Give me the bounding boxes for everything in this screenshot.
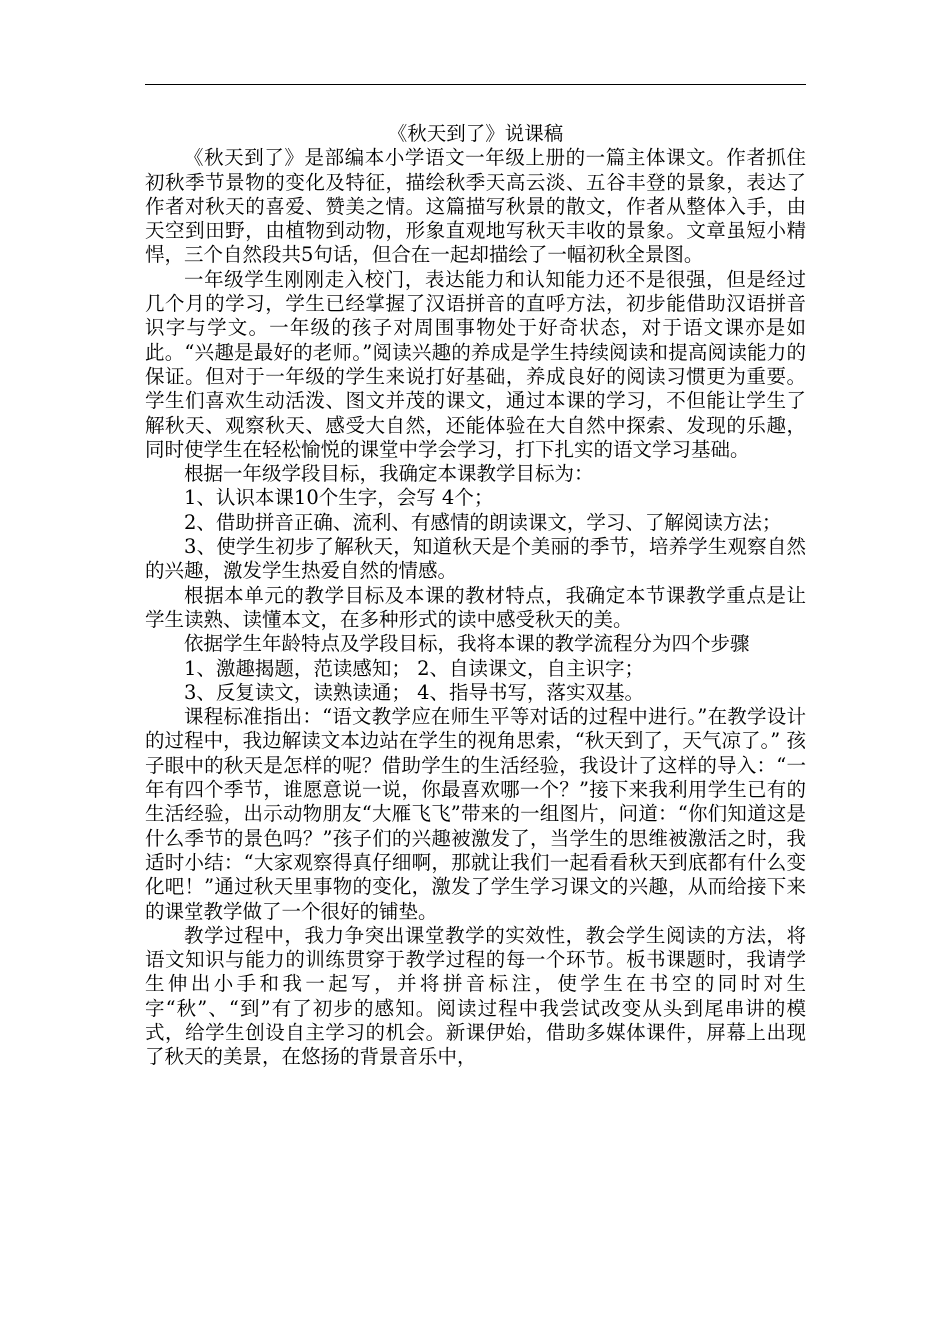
paragraph-steps-3-4: 3、反复读文，读熟读通； 4、指导书写，落实双基。 <box>184 680 645 704</box>
document-body <box>145 122 806 1070</box>
document-title: 《秋天到了》说课稿 <box>387 122 564 145</box>
paragraph-goal-2: 2、借助拼音正确、流利、有感情的朗读课文，学习、了解阅读方法； <box>184 510 782 534</box>
paragraph-process-lead: 依据学生年龄特点及学段目标，我将本课的教学流程分为四个步骤 <box>184 632 750 656</box>
header-rule <box>145 84 806 85</box>
paragraph-student-analysis: 一年级学生刚刚走入校门，表达能力和认知能力还不是很强，但是经过几个月的学习，学生已经掌握了汉语拼音的直呼方法，初步能借助汉语拼音识字与学文。一年级的孩子对周围事物处于好奇状态，对于语文课亦是如此。“兴趣是最好的老师。”阅读兴趣的养成是学生持续阅读和提高阅读能力的保证。但对于一年级的学生来说打好基础，养成良好的阅读习惯更为重要。学生们喜欢生动活泼、图文并茂的课文，通过本课的学习，不但能让学生了解秋天、观察秋天、感受大自然，还能体验在大自然中探索、发现的乐趣，同时使学生在轻松愉悦的课堂中学会学习，打下扎实的语文学习基础。 <box>145 267 806 461</box>
paragraph-key-points: 根据本单元的教学目标及本课的教材特点，我确定本节课教学重点是让学生读熟、读懂本文，在多种形式的读中感受秋天的美。 <box>145 583 806 631</box>
paragraph-goal-1: 1、认识本课10个生字，会写 4个； <box>184 486 494 510</box>
paragraph-intro: 《秋天到了》是部编本小学语文一年级上册的一篇主体课文。作者抓住初秋季节景物的变化及特征，描绘秋季天高云淡、五谷丰登的景象，表达了作者对秋天的喜爱、赞美之情。这篇描写秋景的散文，作者从整体入手，由天空到田野，由植物到动物，形象直观地写秋天丰收的景象。文章虽短小精悍，三个自然段共5句话，但合在一起却描绘了一幅初秋全景图。 <box>145 146 806 267</box>
paragraph-steps-1-2: 1、激趣揭题，范读感知； 2、自读课文，自主识字； <box>184 656 645 680</box>
paragraph-lead-in: 课程标准指出：“语文教学应在师生平等对话的过程中进行。”在教学设计的过程中，我边解读文本边站在学生的视角思索，“秋天到了，天气凉了。” 孩子眼中的秋天是怎样的呢？借助学生的生活经验，我设计了这样的导入：“一年有四个季节，谁愿意说一说，你最喜欢哪一个？”接下来我利用学生已有的生活经验，出示动物朋友“大雁飞飞”带来的一组图片，问道：“你们知道这是什么季节的景色吗？”孩子们的兴趣被激发了，当学生的思维被激活之时，我适时小结：“大家观察得真仔细啊，那就让我们一起看看秋天到底都有什么变化吧！”通过秋天里事物的变化，激发了学生学习课文的兴趣，从而给接下来的课堂教学做了一个很好的铺垫。 <box>145 705 806 923</box>
paragraph-goals-lead: 根据一年级学段目标，我确定本课教学目标为： <box>184 462 594 486</box>
paragraph-goal-3: 3、使学生初步了解秋天，知道秋天是个美丽的季节，培养学生观察自然的兴趣，激发学生热爱自然的情感。 <box>145 535 806 583</box>
paragraph-teaching-process: 教学过程中，我力争突出课堂教学的实效性，教会学生阅读的方法，将语文知识与能力的训练贯穿于教学过程的每一个环节。板书课题时，我请学生伸出小手和我一起写，并将拼音标注，使学生在书空的同时对生字“秋”、“到”有了初步的感知。阅读过程中我尝试改变从头到尾串讲的模式，给学生创设自主学习的机会。新课伊始，借助多媒体课件，屏幕上出现了秋天的美景，在悠扬的背景音乐中， <box>145 923 806 1069</box>
